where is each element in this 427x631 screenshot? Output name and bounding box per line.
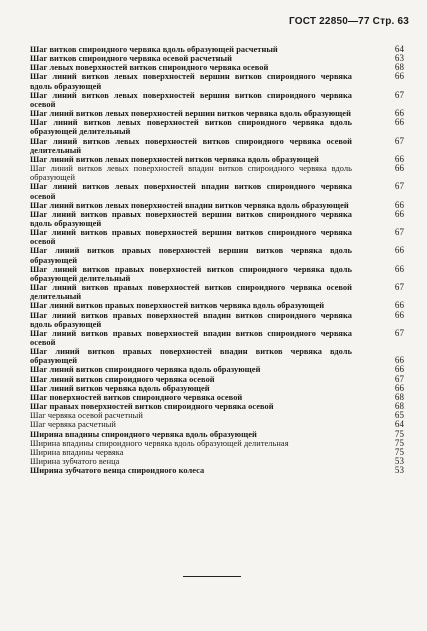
index-entry — [30, 439, 407, 448]
index-entry — [30, 201, 407, 210]
entry-term: Шаг линий витков правых поверхностей впадин витков спироидного червяка вдоль образующей — [30, 310, 352, 329]
entry-term: Ширина впадины спироидного червяка вдоль образующей делительная — [30, 438, 289, 448]
entry-page-number: 66 — [394, 108, 404, 119]
entry-term: Шаг линий витков левых поверхностей витков червяка вдоль образующей — [30, 154, 319, 164]
entry-term: Ширина впадины спироидного червяка вдоль образующей — [30, 429, 257, 439]
entry-term: Шаг линий витков правых поверхностей впадин витков спироидного червяка осевой — [30, 328, 352, 347]
index-entry — [30, 246, 407, 264]
entry-page-number: 75 — [394, 437, 404, 448]
entry-page-number: 64 — [394, 44, 404, 54]
entry-page-number: 64 — [394, 419, 404, 430]
entry-page-number: 75 — [394, 428, 404, 439]
index-entry — [30, 402, 407, 411]
index-entry — [30, 109, 407, 118]
entry-page-number: 66 — [394, 71, 404, 82]
entry-page-number: 53 — [394, 456, 404, 467]
entry-term: Шаг линий витков правых поверхностей витков червяка вдоль образующей — [30, 301, 325, 311]
index-entry — [30, 164, 407, 182]
page-header: ГОСТ 22850—77 Стр. 63 — [289, 16, 409, 27]
index-entry — [30, 430, 407, 439]
entry-page-number: 66 — [394, 199, 404, 210]
entry-page-number: 67 — [394, 282, 404, 293]
entry-page-number: 66 — [394, 263, 404, 274]
entry-term: Шаг линий витков левых поверхностей впадин витков червяка вдоль образующей — [30, 200, 349, 210]
entry-term: Шаг линий витков червяка вдоль образующей — [30, 383, 210, 393]
entry-page-number: 68 — [394, 401, 404, 412]
entry-page-number: 68 — [394, 391, 404, 402]
entry-term: Шаг линий витков левых поверхностей вершин витков спироидного червяка вдоль образующей — [30, 72, 352, 91]
term-index — [30, 45, 407, 475]
entry-term: Шаг линий витков левых поверхностей вершин витков червяка вдоль образующей — [30, 109, 351, 119]
entry-page-number: 66 — [394, 364, 404, 375]
end-rule — [183, 576, 241, 577]
entry-term: Шаг линий витков левых поверхностей впадин витков спироидного червяка осевой — [30, 182, 352, 201]
index-entry — [30, 420, 407, 429]
index-entry — [30, 411, 407, 420]
entry-term: Шаг линий витков левых поверхностей витков спироидного червяка осевой делительный — [30, 136, 352, 155]
entry-page-number: 66 — [394, 163, 404, 174]
index-entry — [30, 457, 407, 466]
entry-term: Шаг левых поверхностей витков спироидного червяка осевой — [30, 63, 269, 73]
entry-page-number: 65 — [394, 410, 404, 421]
entry-term: Шаг правых поверхностей витков спироидного червяка осевой — [30, 402, 274, 412]
entry-page-number: 66 — [394, 153, 404, 164]
entry-term: Шаг линий витков правых поверхностей впадин витков червяка вдоль образующей — [30, 347, 352, 366]
entry-term: Шаг линий витков правых поверхностей витков спироидного червяка вдоль образующей делительный — [30, 264, 352, 283]
index-entry — [30, 448, 407, 457]
entry-term: Шаг линий витков правых поверхностей вершин витков спироидного червяка вдоль образующей — [30, 209, 352, 228]
index-entry — [30, 72, 407, 90]
entry-page-number: 53 — [394, 465, 404, 476]
entry-page-number: 66 — [394, 355, 404, 366]
entry-page-number: 67 — [394, 327, 404, 338]
index-entry — [30, 347, 407, 365]
entry-term: Шаг поверхностей витков спироидного червяка осевой — [30, 392, 243, 402]
entry-page-number: 66 — [394, 208, 404, 219]
entry-page-number: 66 — [394, 309, 404, 320]
entry-term: Шаг линий витков правых поверхностей витков спироидного червяка осевой делительный — [30, 283, 352, 302]
entry-term: Шаг линий витков спироидного червяка вдоль образующей — [30, 365, 261, 375]
index-entry — [30, 45, 407, 54]
index-entry — [30, 375, 407, 384]
index-entry — [30, 384, 407, 393]
entry-term: Шаг линий витков левых поверхностей вершин витков спироидного червяка осевой — [30, 90, 352, 109]
index-entry — [30, 137, 407, 155]
index-entry — [30, 393, 407, 402]
index-entry — [30, 54, 407, 63]
index-entry — [30, 265, 407, 283]
index-entry — [30, 311, 407, 329]
entry-term: Шаг витков спироидного червяка осевой расчетный — [30, 54, 233, 64]
index-entry — [30, 228, 407, 246]
index-entry — [30, 118, 407, 136]
index-entry — [30, 210, 407, 228]
entry-page-number: 66 — [394, 300, 404, 311]
entry-term: Шаг линий витков спироидного червяка осевой — [30, 374, 215, 384]
entry-term: Шаг линий витков правых поверхностей вершин витков червяка вдоль образующей — [30, 246, 352, 265]
entry-page-number: 66 — [394, 117, 404, 128]
index-entry — [30, 63, 407, 72]
index-entry — [30, 91, 407, 109]
entry-term: Шаг линий витков правых поверхностей вершин витков спироидного червяка осевой — [30, 228, 352, 247]
entry-page-number: 66 — [394, 245, 404, 256]
entry-term: Шаг витков спироидного червяка вдоль образующей расчетный — [30, 45, 278, 54]
entry-term: Шаг червяка осевой расчетный — [30, 411, 143, 421]
index-entry — [30, 466, 407, 475]
entry-term: Ширина зубчатого венца спироидного колеса — [30, 466, 205, 476]
entry-term: Шаг линий витков левых поверхностей витков спироидного червяка вдоль образующей делительный — [30, 118, 352, 137]
entry-term: Ширина зубчатого венца — [30, 457, 120, 467]
index-entry — [30, 182, 407, 200]
entry-term: Ширина впадины червяка — [30, 447, 124, 457]
entry-term: Шаг линий витков левых поверхностей впадин витков спироидного червяка вдоль образующей — [30, 164, 352, 183]
entry-page-number: 67 — [394, 227, 404, 238]
index-entry — [30, 301, 407, 310]
index-entry — [30, 329, 407, 347]
index-entry — [30, 365, 407, 374]
entry-page-number: 67 — [394, 373, 404, 384]
entry-term: Шаг червяка расчетный — [30, 420, 116, 430]
entry-page-number: 68 — [394, 62, 404, 73]
index-entry — [30, 155, 407, 164]
entry-page-number: 66 — [394, 382, 404, 393]
entry-page-number: 67 — [394, 181, 404, 192]
entry-page-number: 75 — [394, 446, 404, 457]
index-entry — [30, 283, 407, 301]
entry-page-number: 67 — [394, 89, 404, 100]
entry-page-number: 67 — [394, 135, 404, 146]
entry-page-number: 63 — [394, 53, 404, 64]
